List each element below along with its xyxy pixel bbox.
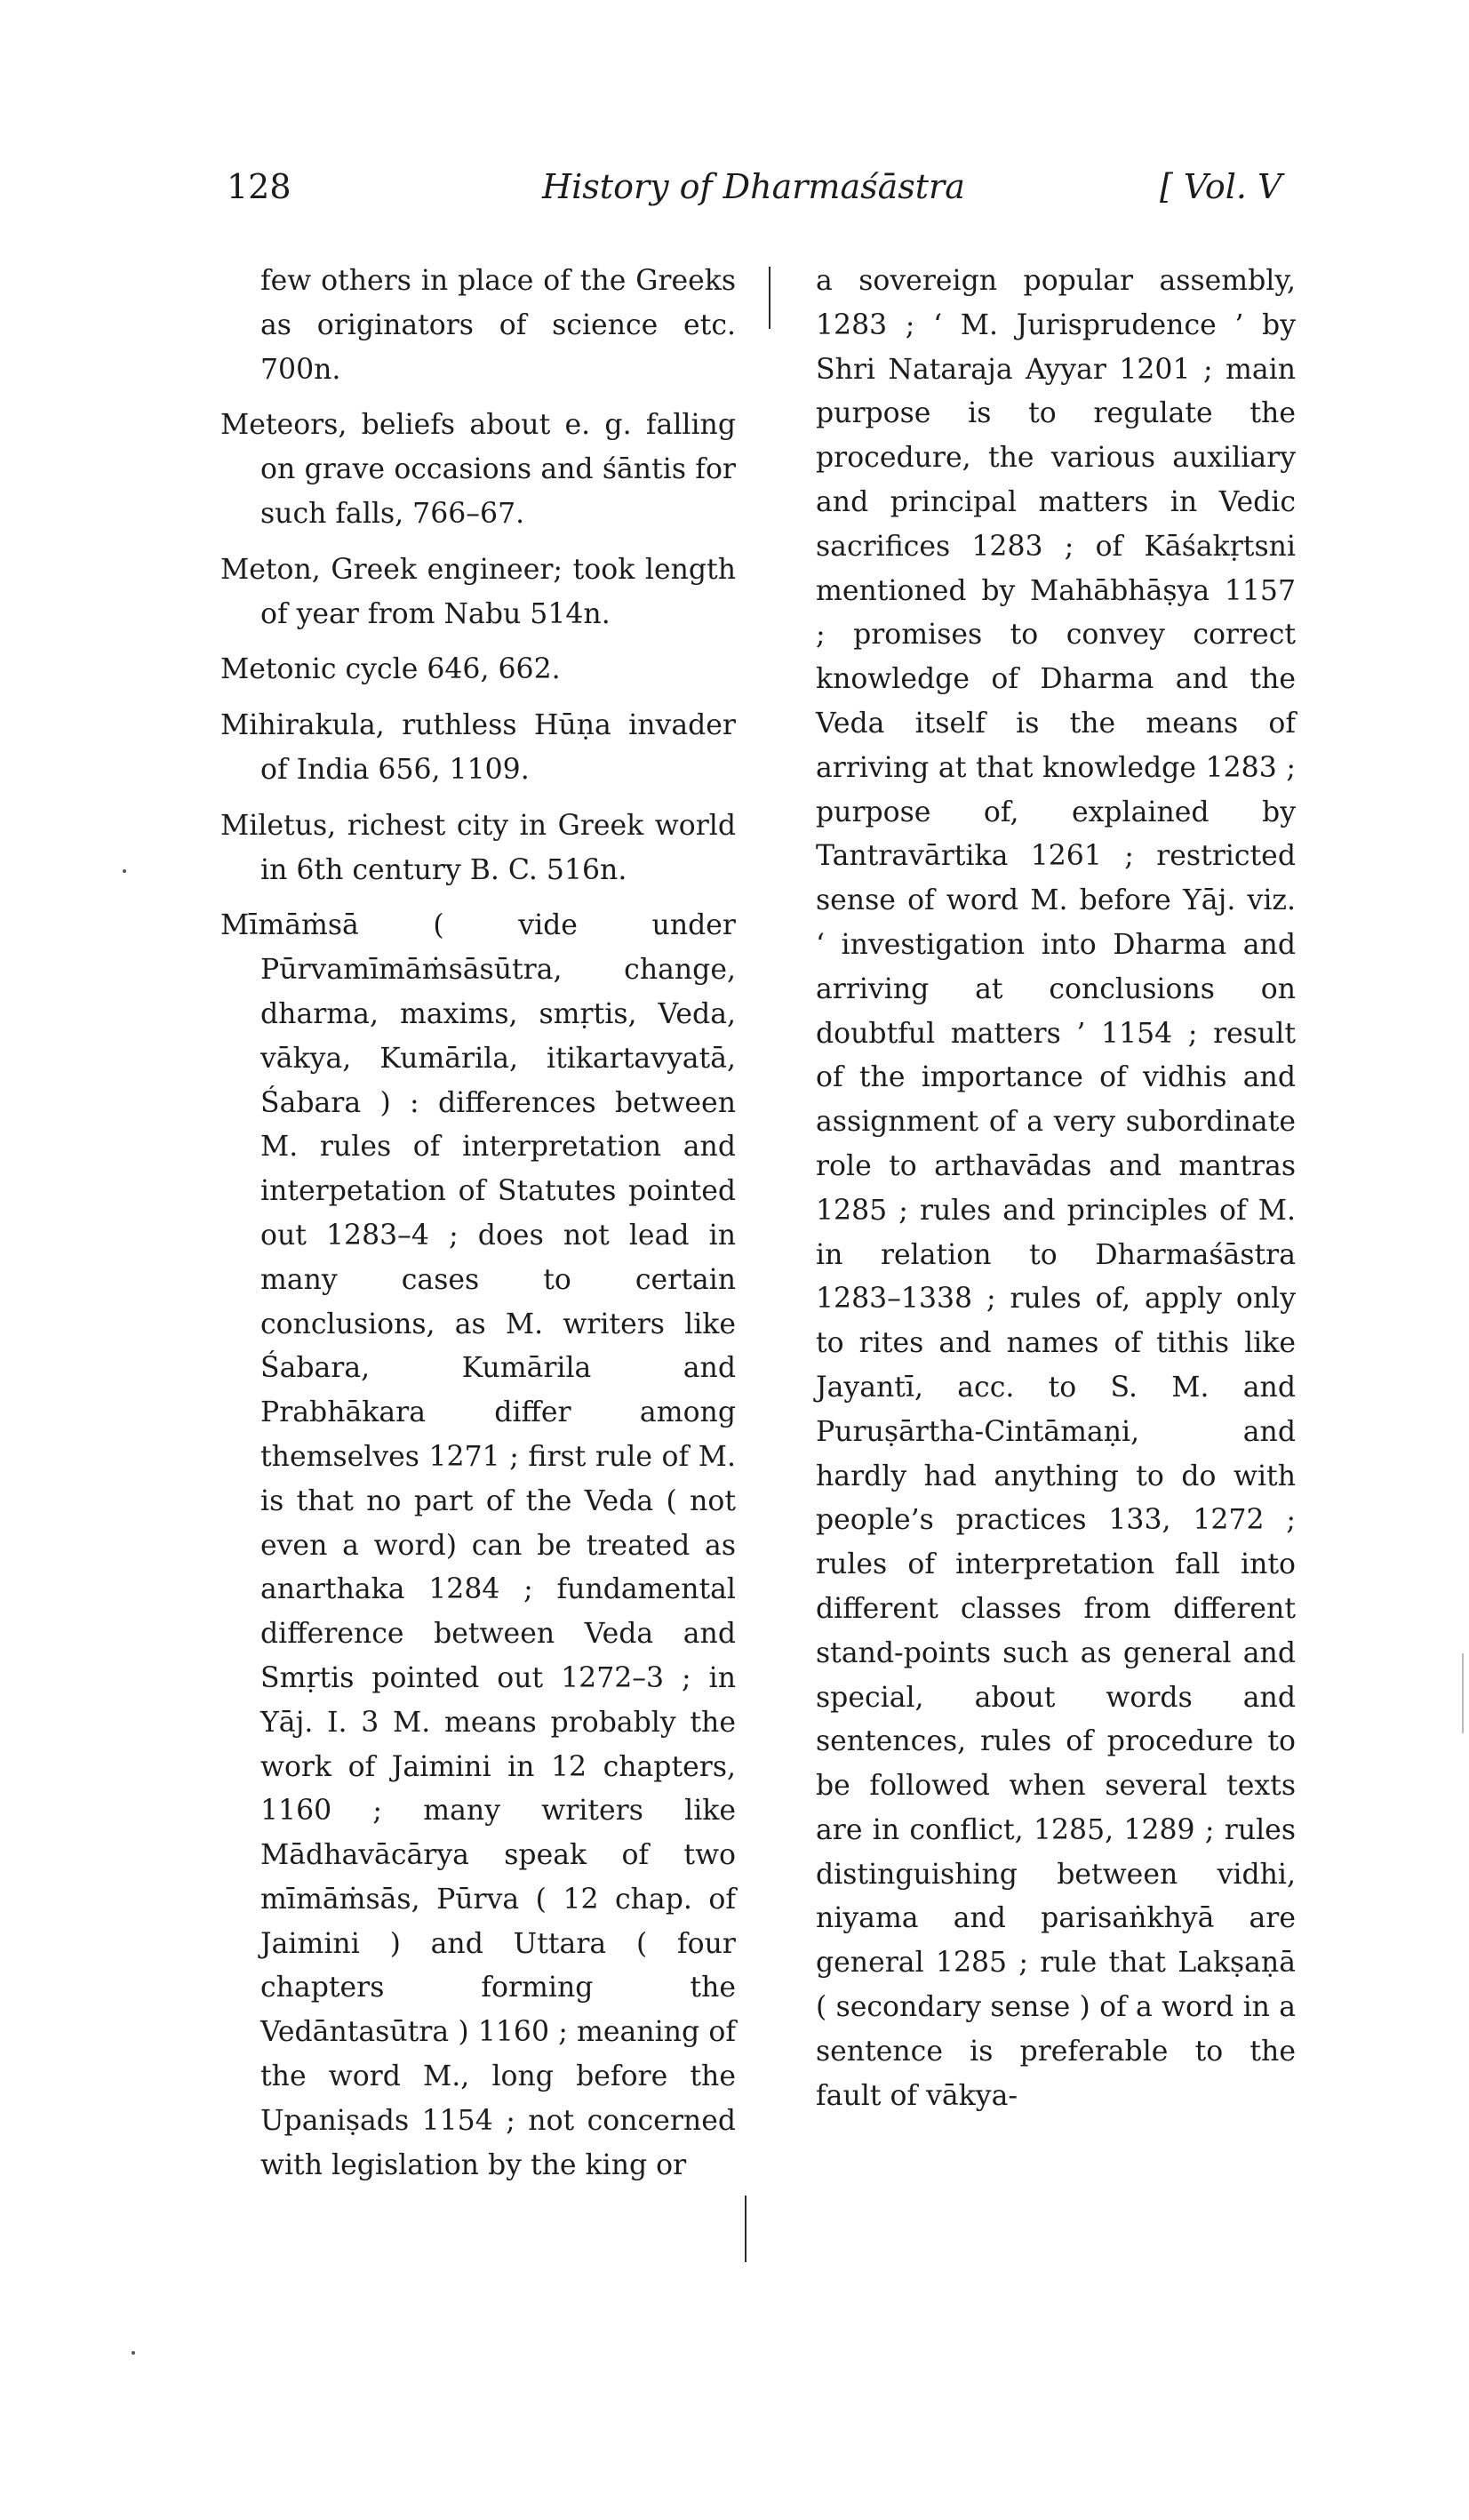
running-header (0, 167, 1469, 220)
column-divider-bottom (745, 2196, 746, 2262)
volume-label: [ Vol. V (1160, 167, 1282, 206)
index-entry: few others in place of the Greeks as originators of science etc. 700n. (260, 265, 736, 386)
index-entry: Metonic cycle 646, 662. (220, 653, 561, 686)
index-entry: Meteors, beliefs about e. g. falling on grave occasions and śāntis for such falls, 766–67. (220, 409, 736, 530)
index-entry: Mīmāṁsā ( vide under Pūrvamīmāṁsāsūtra, change, dharma, maxims, smṛtis, Veda, vākya, Kumārila, itikartavyatā, Śabara ) : differences between M. rules of interpretation and interpetation of Statutes pointed out 1283–4 ; does not lead in many cases to certain conclusions, as M. writers like Śabara, Kumārila and Prabhākara differ among themselves 1271 ; first rule of M. is that no part of the Veda ( not even a word) can be treated as anarthaka 1284 ; fundamental difference between Veda and Smṛtis pointed out 1272–3 ; in Yāj. I. 3 M. means probably the work of Jaimini in 12 chapters, 1160 ; many writers like Mādhavācārya speak of two mīmāṁsās, Pūrva ( 12 chap. of Jaimini ) and Uttara ( four chapters forming the Vedāntasūtra ) 1160 ; meaning of the word M., long before the Upaniṣads 1154 ; not concerned with legislation by the king or (220, 909, 736, 2181)
right-column (816, 260, 1296, 2118)
column-divider-top (769, 267, 770, 329)
left-column (220, 260, 736, 2199)
page-number: 128 (227, 167, 291, 206)
scan-speck (132, 2351, 135, 2355)
index-entry: Meton, Greek engineer; took length of year from Nabu 514n. (220, 553, 736, 630)
index-entry: Mihirakula, ruthless Hūṇa invader of India 656, 1109. (220, 709, 736, 786)
page-edge-shadow (1462, 1653, 1464, 1733)
scan-speck (123, 869, 126, 873)
running-title: History of Dharmaśāstra (542, 167, 965, 206)
index-entry-continued: a sovereign popular assembly, 1283 ; ‘ M. Jurisprudence ’ by Shri Nataraja Ayyar 1201 ; main purpose is to regulate the procedure, the various auxiliary and principal matters in Vedic sacrifices 1283 ; of Kāśakṛtsni mentioned by Mahābhāṣya 1157 ; promises to convey correct knowledge of Dharma and the Veda itself is the means of arriving at that knowledge 1283 ; purpose of, explained by Tantravārtika 1261 ; restricted sense of word M. before Yāj. viz. ‘ investigation into Dharma and arriving at conclusions on doubtful matters ’ 1154 ; result of the importance of vidhis and assignment of a very subordinate role to arthavādas and mantras 1285 ; rules and principles of M. in relation to Dharmaśāstra 1283–1338 ; rules of, apply only to rites and names of tithis like Jayantī, acc. to S. M. and Puruṣārtha-Cintāmaṇi, and hardly had anything to do with people’s practices 133, 1272 ; rules of interpretation fall into different classes from different stand-points such as general and special, about words and sentences, rules of procedure to be followed when several texts are in conflict, 1285, 1289 ; rules distinguishing between vidhi, niyama and parisaṅkhyā are general 1285 ; rule that Lakṣaṇā ( secondary sense ) of a word in a sentence is preferable to the fault of vākya- (816, 265, 1296, 2112)
index-entry: Miletus, richest city in Greek world in 6th century B. C. 516n. (220, 809, 736, 886)
